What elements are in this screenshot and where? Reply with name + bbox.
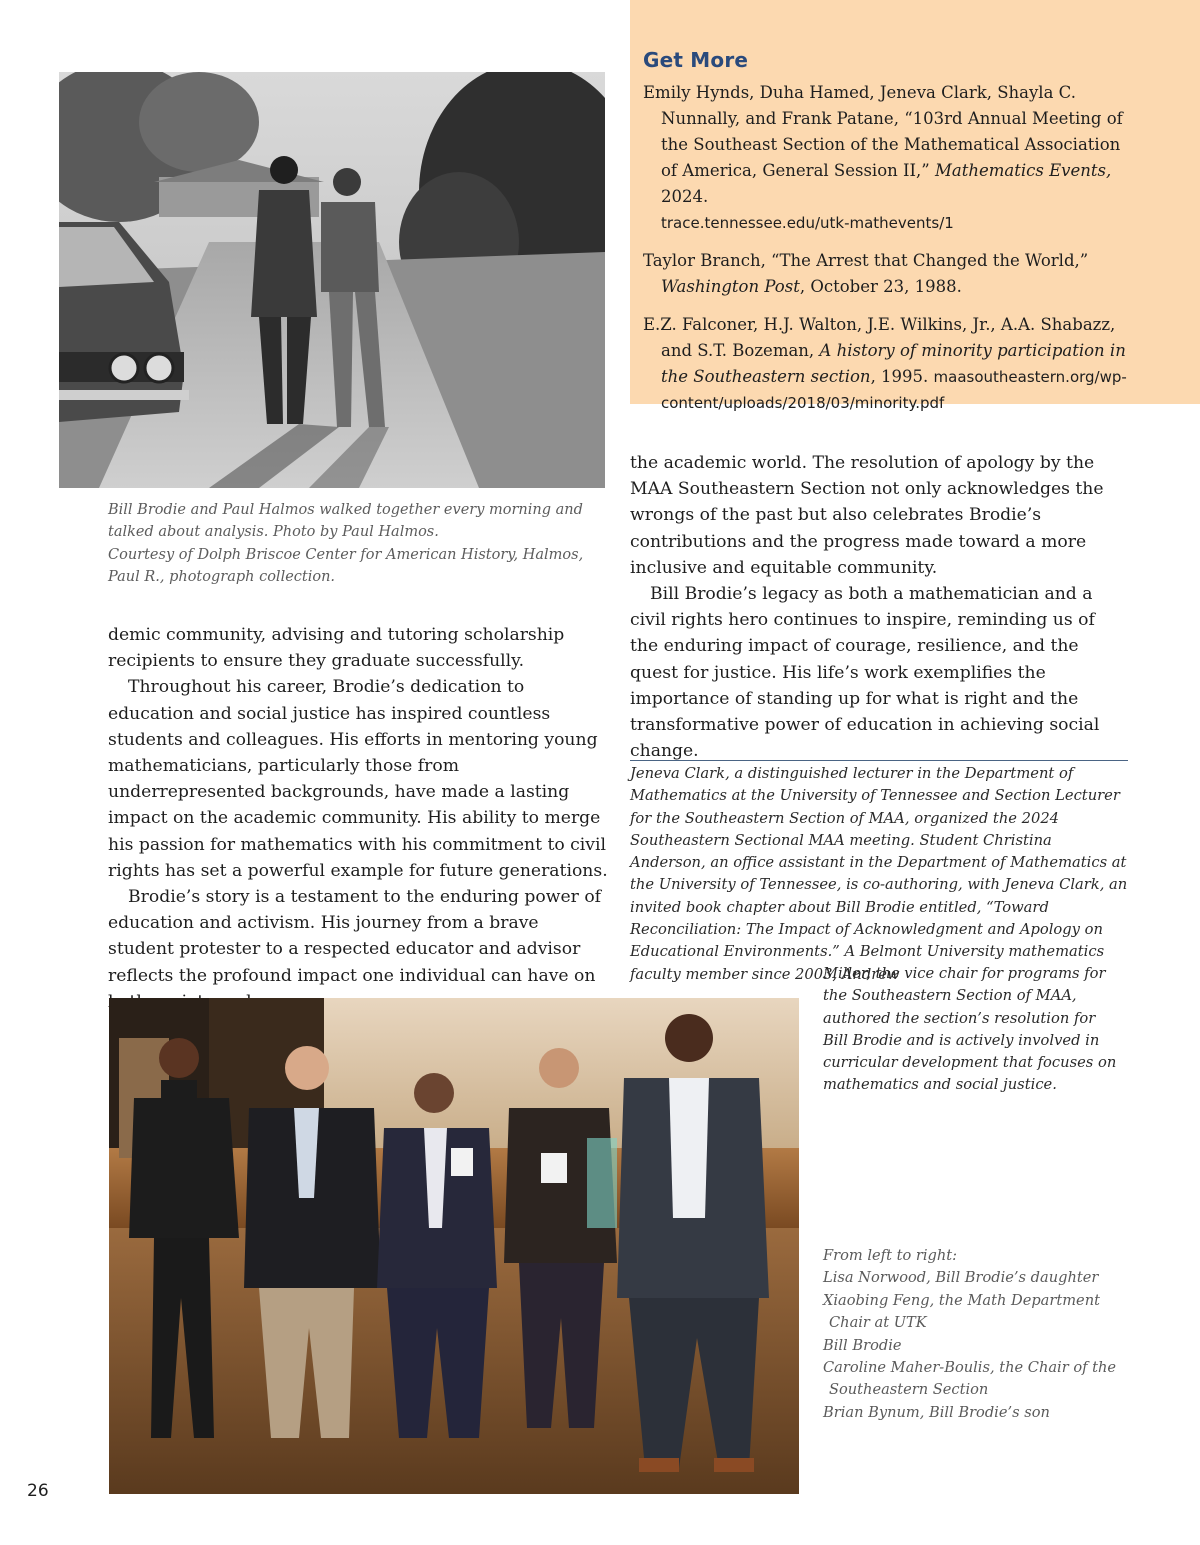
author-bio-continued bbox=[823, 963, 1123, 1097]
divider bbox=[630, 760, 1128, 761]
paragraph: demic community, advising and tutoring scholarship recipients to ensure they graduate successfully. bbox=[108, 625, 565, 672]
group-photo bbox=[109, 998, 799, 1494]
caption-line: Chair at UTK bbox=[829, 1314, 927, 1332]
caption-line: Lisa Norwood, Bill Brodie’s daughter bbox=[823, 1269, 1099, 1287]
ref-text: Emily Hynds, Duha Hamed, Jeneva Clark, Shayla C. Nunnally, and Frank Patane, “103rd Annual Meeting of the Southeast Section of the Mathematical Association of America, General Session II,” bbox=[643, 83, 1123, 180]
ref-title: Washington Post bbox=[661, 277, 800, 296]
ref-title: A history of minority participation in the Southeastern section bbox=[661, 341, 1126, 386]
right-column-text bbox=[630, 450, 1112, 764]
ref-text: E.Z. Falconer, H.J. Walton, J.E. Wilkins, Jr., A.A. Shabazz, and S.T. Bozeman, bbox=[643, 315, 1116, 360]
paragraph: Throughout his career, Brodie’s dedication to education and social justice has inspired countless students and colleagues. His efforts in mentoring young mathematicians, particularly those from underrepresented backgrounds, have made a lasting impact on the academic community. His ability to merge his passion for mathematics with his commitment to civil rights has set a powerful example for future generations. bbox=[108, 677, 608, 881]
ref-text: , 1995. bbox=[870, 367, 934, 386]
caption-line: Xiaobing Feng, the Math Department bbox=[823, 1291, 1100, 1309]
paragraph: Bill Brodie’s legacy as both a mathematician and a civil rights hero continues to inspire, reminding us of the enduring impact of courage, resilience, and the quest for justice. His life’s work exemplifies the importance of standing up for what is right and the transformative power of education in achieving social change. bbox=[630, 584, 1100, 762]
paragraph: Brodie’s story is a testament to the enduring power of education and activism. His journey from a brave student protester to a respected educator and advisor reflects the profound impact one individual can have on bbox=[108, 887, 602, 986]
ref-text: 2024. bbox=[661, 187, 709, 206]
reference-item bbox=[643, 248, 1140, 300]
get-more-sidebar bbox=[630, 0, 1200, 412]
sidebar-title: Get More bbox=[643, 48, 749, 72]
paragraph: the academic world. The resolution of apology by the MAA Southeastern Section not only acknowledges the wrongs of the past but also celebrates Brodie’s contributions and the progress made toward a more inclusive and equitable community. bbox=[630, 453, 1104, 578]
ref-url[interactable]: maasoutheastern.org/wp-content/uploads/2018/03/minority.pdf bbox=[661, 368, 1127, 412]
ref-title: Mathematics Events, bbox=[934, 161, 1112, 180]
photo1-caption bbox=[108, 499, 608, 589]
left-column-text bbox=[108, 622, 608, 1015]
bio-text: Jeneva Clark, a distinguished lecturer in the Department of Mathematics at the University of Tennessee and Section Lecturer for the Southeastern Section of MAA, organized the 2024 Southeastern Sectional MAA meeting. Student Christina Anderson, an office assistant in the Department of Mathematics at the University of Tennessee, is co-authoring, with Jeneva Clark, an invited book chapter about Bill Brodie entitled, “Toward Reconciliation: The Impact of Acknowledgment and Apology on Educational Environments.” A Belmont University mathematics faculty member since 2003, Andrew bbox=[630, 765, 1128, 983]
caption-line: Bill Brodie and Paul Halmos walked together every morning and talked about analysis. Photo by Paul Halmos. bbox=[108, 502, 583, 541]
ref-text: Taylor Branch, “The Arrest that Changed the World,” bbox=[643, 251, 1089, 270]
caption-line: From left to right: bbox=[823, 1247, 958, 1264]
caption-credit: Courtesy of Dolph Briscoe Center for American History, Halmos, Paul R., photograph collection. bbox=[108, 546, 584, 586]
ref-url[interactable]: trace.tennessee.edu/utk-mathevents/1 bbox=[661, 214, 954, 232]
ref-text: , October 23, 1988. bbox=[799, 277, 962, 296]
brodie-halmos-photo bbox=[59, 72, 605, 488]
bio-text: Miller, the vice chair for programs for the Southeastern Section of MAA, authored the section’s resolution for Bill Brodie and is actively involved in curricular development that focuses on mathematics and social justice. bbox=[823, 965, 1117, 1094]
caption-line: Brian Bynum, Bill Brodie’s son bbox=[823, 1403, 1050, 1421]
reference-item bbox=[643, 80, 1140, 236]
reference-item bbox=[643, 312, 1140, 416]
caption-line: Southeastern Section bbox=[829, 1381, 989, 1399]
caption-line: Caroline Maher-Boulis, the Chair of the bbox=[823, 1359, 1117, 1377]
author-bio bbox=[630, 763, 1128, 986]
caption-line: Bill Brodie bbox=[823, 1336, 902, 1354]
page-number: 26 bbox=[27, 1481, 49, 1501]
group-photo-caption bbox=[823, 1245, 1123, 1424]
